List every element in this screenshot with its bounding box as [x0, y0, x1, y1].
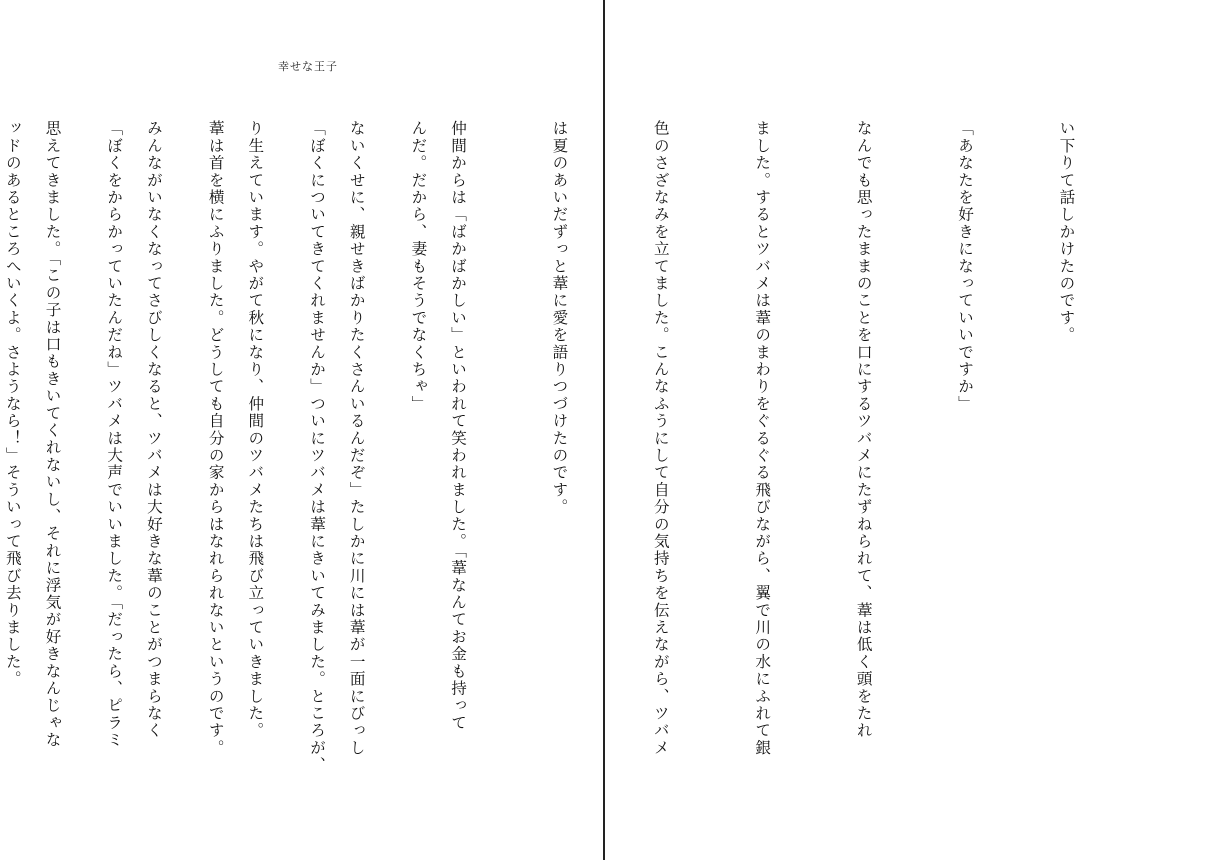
text-line: は夏のあいだずっと葦に愛を語りつづけたのです。	[550, 120, 569, 516]
text-line: んだ。だから、妻もそうでなくちゃ」	[409, 120, 428, 413]
text-line: ッドのあるところへいくよ。さようなら！」そういって飛び去りました。	[3, 120, 22, 688]
text-line: ないくせに、親せきばかりたくさんいるんだぞ」たしかに川には葦が一面にびっし	[347, 120, 366, 757]
text-line: 葦は首を横にふりました。どうしても自分の家からはなれられないというのです。	[206, 120, 225, 757]
text-line: 「ぼくをからかっていたんだね」ツバメは大声でいいました。「だったら、ピラミ	[105, 120, 124, 749]
text-line: 「ぼくについてきてくれませんか」ついにツバメは葦にきいてみました。ところが、	[308, 120, 327, 774]
text-line: 「あなたを好きになっていいですか」	[956, 120, 975, 413]
text-line: 色のさざなみを立てました。こんなふうにして自分の気持ちを伝えながら、ツバメ	[651, 120, 670, 757]
text-line: い下りて話しかけたのです。	[1057, 120, 1076, 344]
text-line: 仲間からは「ばかばかしい」といわれて笑われました。「葦なんてお金も持って	[449, 120, 468, 732]
text-line: なんでも思ったままのことを口にするツバメにたずねられて、葦は低く頭をたれ	[854, 120, 873, 740]
text-line: ました。するとツバメは葦のまわりをぐるぐる飛びながら、翼で川の水にふれて銀	[753, 120, 772, 757]
text-line: り生えています。やがて秋になり、仲間のツバメたちは飛び立っていきました。	[246, 120, 265, 740]
text-line: 思えてきました。「この子は口もきいてくれないし、それに浮気が好きなんじゃな	[43, 120, 62, 749]
running-head: 幸せな王子	[278, 60, 338, 73]
text-line: みんながいなくなってさびしくなると、ツバメは大好きな葦のことがつまらなく	[144, 120, 163, 740]
